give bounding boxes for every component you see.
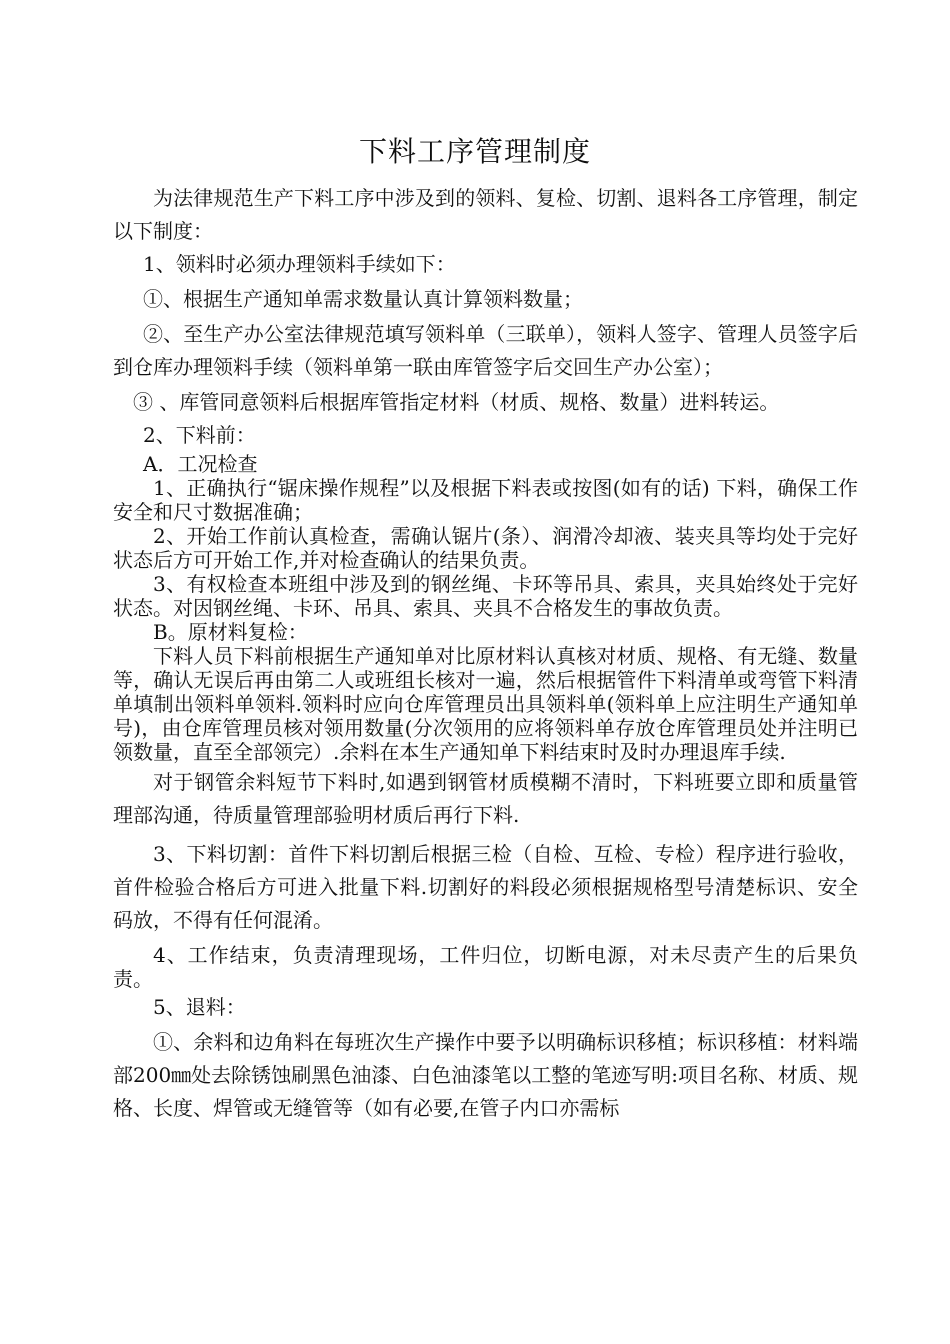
subsection-b-heading: B。原材料复检：: [153, 620, 308, 644]
check-item-1: 1、正确执行“锯床操作规程”以及根据下料表或按图(如有的话) 下料，确保工作安全和尺寸数据准确；: [113, 476, 858, 524]
step-3-paragraph: ③ 、库管同意领料后根据库管指定材料（材质、规格、数量）进料转运。: [133, 390, 780, 414]
intro-paragraph: 为法律规范生产下料工序中涉及到的领料、复检、切割、退料各工序管理，制定以下制度：: [113, 186, 858, 243]
step-1-paragraph: ①、根据生产通知单需求数量认真计算领料数量；: [143, 287, 583, 311]
offcut-paragraph: 对于钢管余料短节下料时,如遇到钢管材质模糊不清时，下料班要立即和质量管理部沟通，待质量管理部验明材质后再行下料.: [113, 770, 858, 827]
step-2-paragraph: ②、至生产办公室法律规范填写领料单（三联单），领料人签字、管理人员签字后到仓库办理领料手续（领料单第一联由库管签字后交回生产办公室）；: [113, 322, 858, 379]
check-item-2: 2、开始工作前认真检查，需确认锯片(条）、润滑冷却液、装夹具等均处于完好状态后方可开始工作,并对检查确认的结果负责。: [113, 524, 858, 572]
subsection-a-heading: A．工况检查: [143, 452, 258, 476]
section-1-heading: 1、领料时必须办理领料手续如下：: [143, 252, 456, 276]
section-5-heading: 5、退料：: [153, 995, 246, 1019]
section-3-paragraph: 3、下料切割：首件下料切割后根据三检（自检、互检、专检）程序进行验收，首件检验合格后方可进入批量下料.切割好的料段必须根据规格型号清楚标识、安全码放，不得有任何混淆。: [113, 842, 858, 932]
section-2-heading: 2、下料前：: [143, 423, 256, 447]
return-item-1: ①、余料和边角料在每班次生产操作中要予以明确标识移植；标识移植：材料端部200㎜处去除锈蚀刷黑色油漆、白色油漆笔以工整的笔迹写明:项目名称、材质、规格、长度、焊管或无缝管等（如有必要,在管子内口亦需标: [113, 1030, 858, 1120]
recheck-paragraph: 下料人员下料前根据生产通知单对比原材料认真核对材质、规格、有无缝、数量等，确认无误后再由第二人或班组长核对一遍，然后根据管件下料清单或弯管下料清单填制出领料单领料.领料时应向仓库管理员出具领料单(领料单上应注明生产通知单号)，由仓库管理员核对领用数量(分次领用的应将领料单存放仓库管理员处并注明已领数量，直至全部领完）.余料在本生产通知单下料结束时及时办理退库手续.: [113, 644, 858, 764]
document-title: 下料工序管理制度: [358, 135, 591, 168]
document-body: [113, 182, 858, 1125]
check-item-3: 3、有权检查本班组中涉及到的钢丝绳、卡环等吊具、索具，夹具始终处于完好状态。对因钢丝绳、卡环、吊具、索具、夹具不合格发生的事故负责。: [113, 572, 858, 620]
section-4-paragraph: 4、工作结束，负责清理现场，工件归位，切断电源，对未尽责产生的后果负责。: [113, 943, 858, 991]
